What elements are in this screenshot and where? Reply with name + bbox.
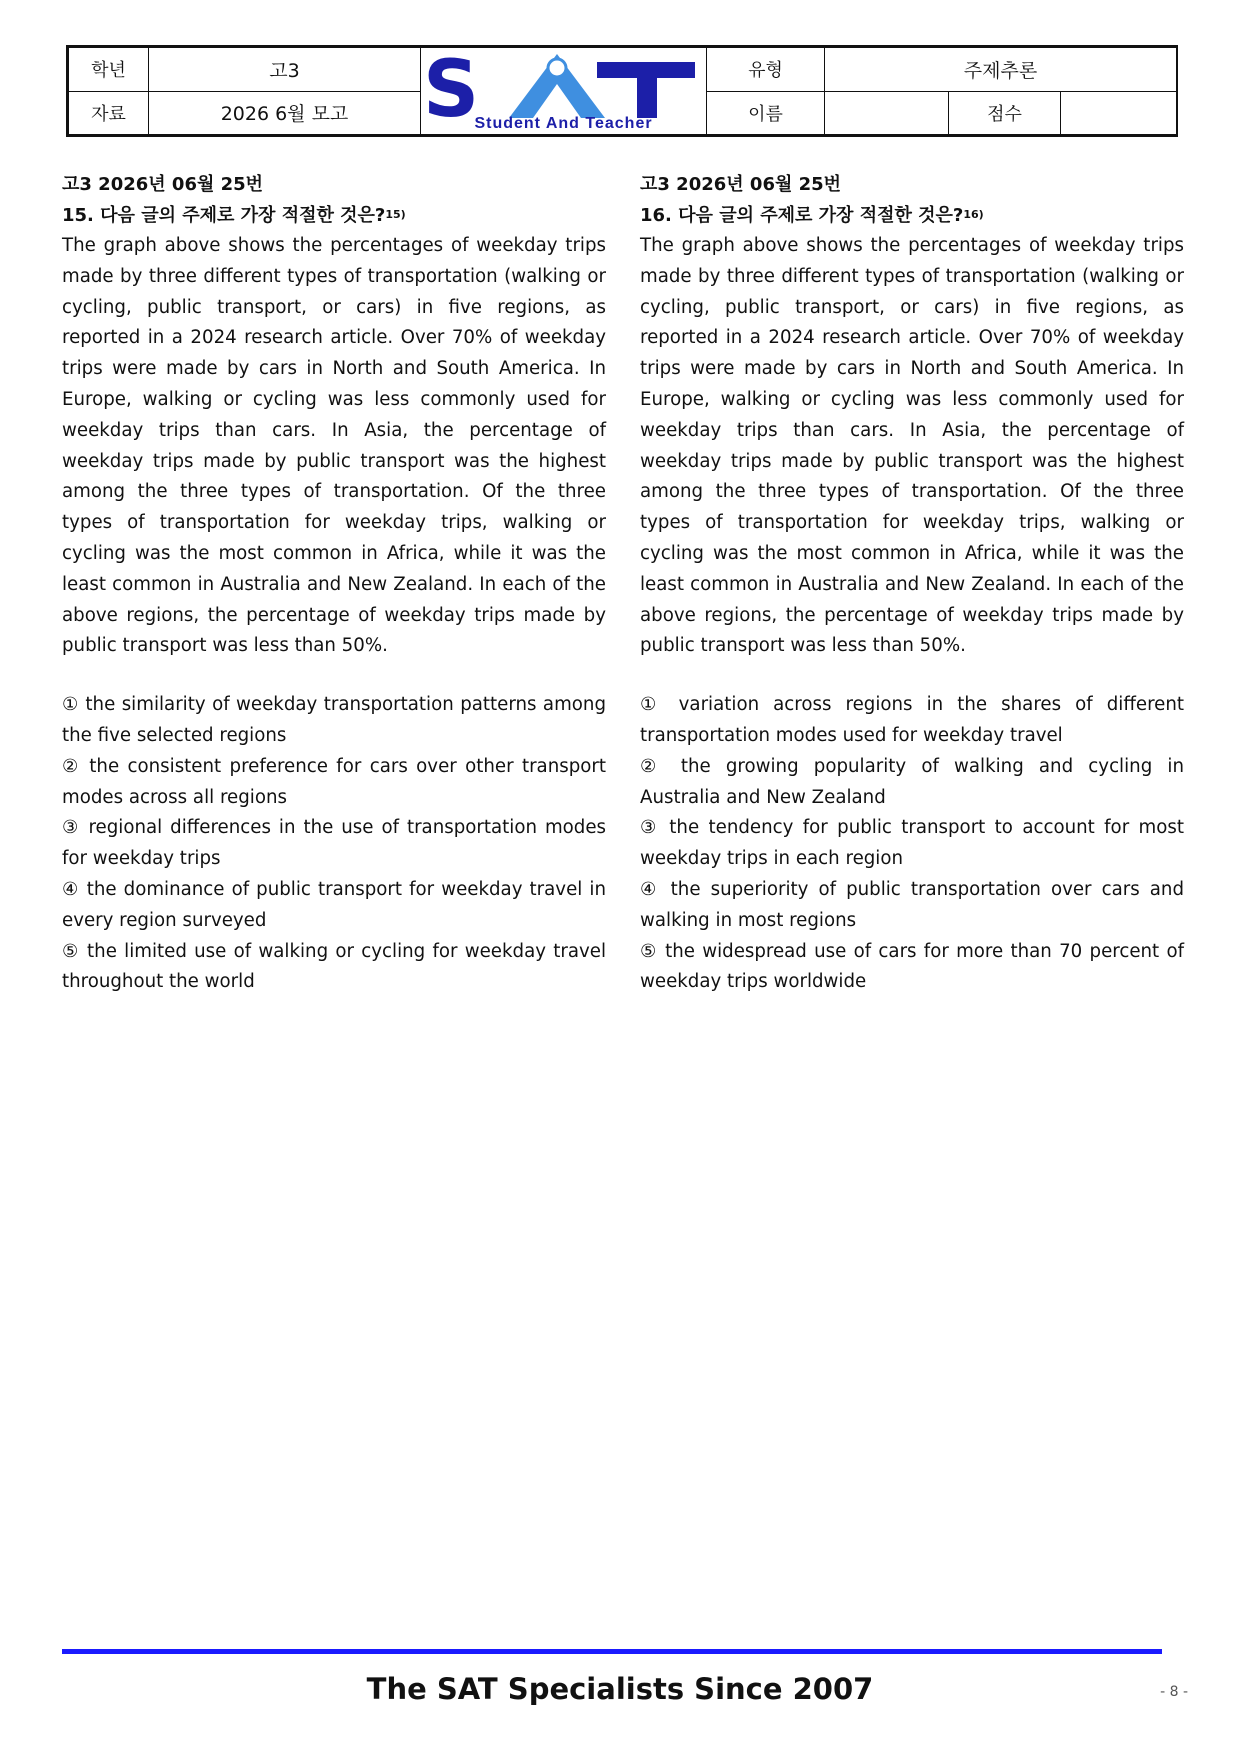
question-15 <box>62 170 606 998</box>
question-text: 16. 다음 글의 주제로 가장 적절한 것은? <box>640 205 964 226</box>
page-number: - 8 - <box>1160 1684 1188 1700</box>
material-label: 자료 <box>69 91 149 135</box>
type-value: 주제추론 <box>825 48 1177 92</box>
header-table <box>66 45 1178 137</box>
question-prompt <box>62 200 606 231</box>
footer-rule <box>62 1649 1162 1654</box>
material-value: 2026 6월 모고 <box>149 91 421 135</box>
name-field[interactable] <box>825 91 949 135</box>
footnote-ref: 15) <box>385 208 406 221</box>
question-prompt <box>640 200 1184 231</box>
score-field[interactable] <box>1061 91 1177 135</box>
option-3[interactable]: ③ regional differences in the use of transportation modes for weekday trips <box>62 817 606 870</box>
option-5[interactable]: ⑤ the limited use of walking or cycling for weekday travel throughout the world <box>62 940 606 993</box>
logo-letter-s: S <box>423 48 480 134</box>
logo-letter-t-stem <box>637 62 657 118</box>
grade-label: 학년 <box>69 48 149 92</box>
option-4[interactable]: ④ the superiority of public transportation over cars and walking in most regions <box>640 878 1184 931</box>
footnote-ref: 16) <box>963 208 984 221</box>
question-source: 고3 2026년 06월 25번 <box>640 174 842 195</box>
passage: The graph above shows the percentages of weekday trips made by three different types of transportation (walking or cycling, public transport, or cars) in five regions, as reported in a 2024 research article. Over 70% of weekday trips were made by cars in North and South America. In Europe, walking or cycling was less commonly used for weekday trips than cars. In Asia, the percentage of weekday trips made by public transport was the highest among the three types of transportation. Of the three types of transportation for weekday trips, walking or cycling was the most common in Africa, while it was the least common in Australia and New Zealand. In each of the above regions, the percentage of weekday trips made by public transport was less than 50%. <box>640 235 1184 657</box>
type-label: 유형 <box>707 48 825 92</box>
option-1[interactable]: ① the similarity of weekday transportation patterns among the five selected regions <box>62 694 606 746</box>
option-2[interactable]: ② the consistent preference for cars over other transport modes across all regions <box>62 755 606 808</box>
passage: The graph above shows the percentages of weekday trips made by three different types of transportation (walking or cycling, public transport, or cars) in five regions, as reported in a 2024 research article. Over 70% of weekday trips were made by cars in North and South America. In Europe, walking or cycling was less commonly used for weekday trips than cars. In Asia, the percentage of weekday trips made by public transport was the highest among the three types of transportation. Of the three types of transportation for weekday trips, walking or cycling was the most common in Africa, while it was the least common in Australia and New Zealand. In each of the above regions, the percentage of weekday trips made by public transport was less than 50%. <box>62 235 606 657</box>
question-source: 고3 2026년 06월 25번 <box>62 174 264 195</box>
option-5[interactable]: ⑤ the widespread use of cars for more than 70 percent of weekday trips worldwide <box>640 940 1184 993</box>
grade-value: 고3 <box>149 48 421 92</box>
name-label: 이름 <box>707 91 825 135</box>
option-4[interactable]: ④ the dominance of public transport for weekday travel in every region surveyed <box>62 878 606 931</box>
footer-title: The SAT Specialists Since 2007 <box>366 1672 874 1706</box>
score-label: 점수 <box>949 91 1061 135</box>
sat-logo <box>421 48 707 135</box>
answer-options <box>62 690 606 998</box>
option-3[interactable]: ③ the tendency for public transport to account for most weekday trips in each region <box>640 817 1184 870</box>
option-2[interactable]: ② the growing popularity of walking and cycling in Australia and New Zealand <box>640 755 1184 808</box>
answer-options <box>640 690 1184 998</box>
option-1[interactable]: ① variation across regions in the shares of different transportation modes used for weekday travel <box>640 694 1184 746</box>
question-16 <box>640 170 1184 998</box>
question-text: 15. 다음 글의 주제로 가장 적절한 것은? <box>62 205 386 226</box>
logo-subtitle: Student And Teacher <box>474 115 653 132</box>
